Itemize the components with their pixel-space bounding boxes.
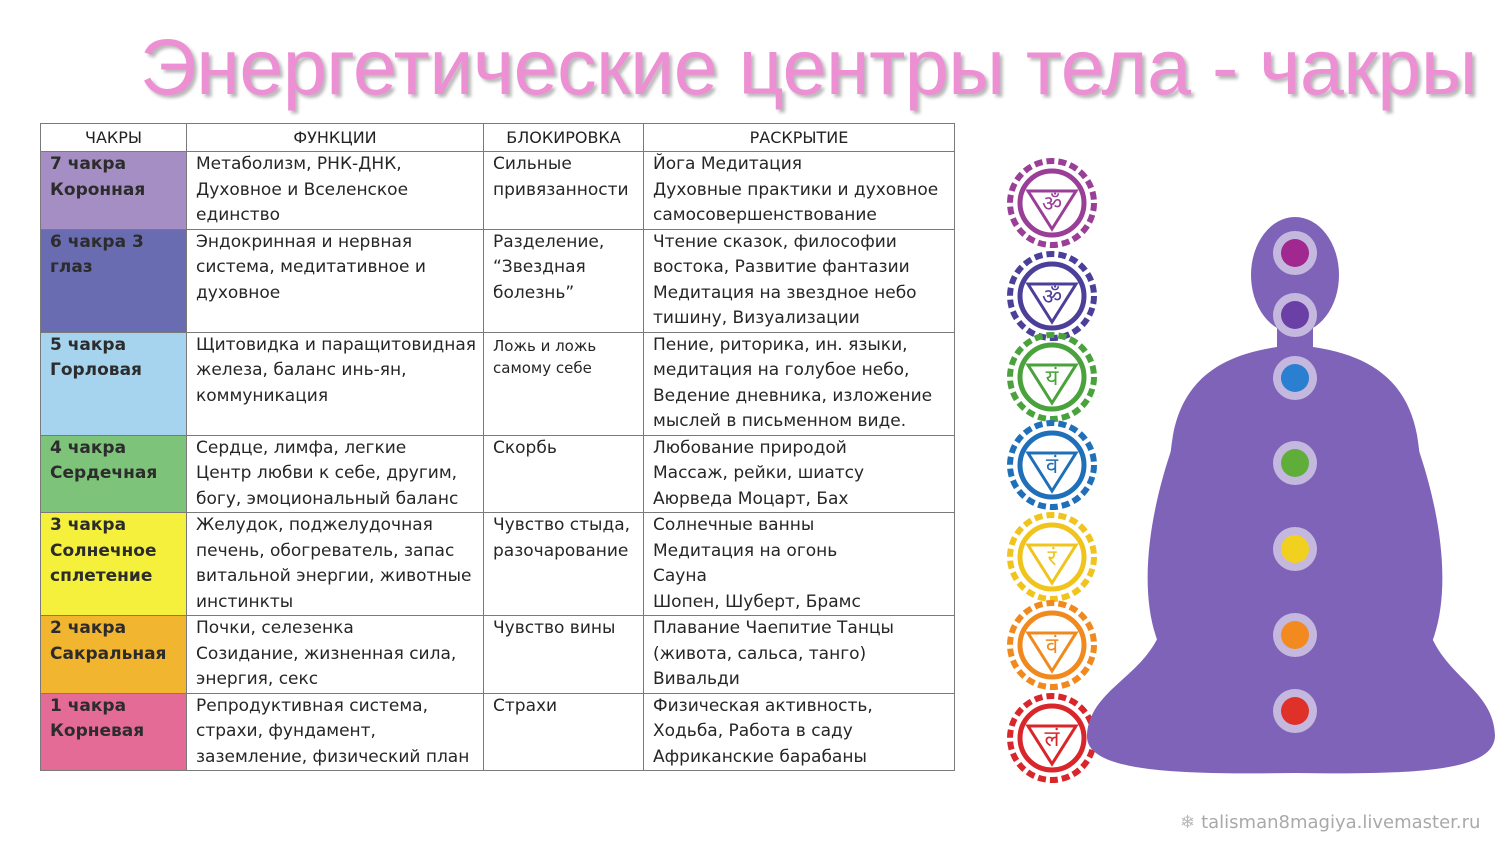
column-header-opening: РАСКРЫТИЕ xyxy=(644,124,955,152)
chakra-point xyxy=(1281,239,1309,267)
svg-text:वं: वं xyxy=(1045,454,1059,479)
chakra-name-cell: 3 чакра Солнечное сплетение xyxy=(41,513,187,616)
table-row xyxy=(41,616,955,694)
blocking-cell: Сильные привязанности xyxy=(484,152,644,230)
chakra-point xyxy=(1281,535,1309,563)
chakra-point xyxy=(1281,301,1309,329)
table-row xyxy=(41,513,955,616)
functions-cell: Желудок, поджелудочная печень, обогреватель, запас витальной энергии, животные инстинкты xyxy=(187,513,484,616)
svg-text:ॐ: ॐ xyxy=(1041,192,1063,217)
blocking-cell: Разделение, “Звездная болезнь” xyxy=(484,229,644,332)
chakra-symbol-icon xyxy=(1010,515,1094,599)
watermark xyxy=(1180,812,1480,833)
functions-cell: Эндокринная и нервная система, медитативное и духовное xyxy=(187,229,484,332)
meditation-figure xyxy=(995,145,1495,785)
chakra-symbol-icon xyxy=(1010,254,1094,338)
opening-cell: Плавание Чаепитие Танцы (живота, сальса, танго) Вивальди xyxy=(644,616,955,694)
chakra-table xyxy=(40,123,955,771)
chakra-symbol-icon xyxy=(1010,335,1094,419)
chakra-symbol-icon xyxy=(1010,696,1094,780)
functions-cell: Почки, селезенка Созидание, жизненная сила, энергия, секс xyxy=(187,616,484,694)
chakra-symbol-icon xyxy=(1010,603,1094,687)
blocking-cell: Страхи xyxy=(484,693,644,771)
column-header-blocking: БЛОКИРОВКА xyxy=(484,124,644,152)
svg-text:ॐ: ॐ xyxy=(1041,285,1063,310)
chakra-symbols-column xyxy=(1010,161,1094,780)
blocking-cell: Ложь и ложь самому себе xyxy=(484,332,644,435)
svg-text:वं: वं xyxy=(1045,634,1059,659)
column-header-functions: ФУНКЦИИ xyxy=(187,124,484,152)
table-header-row xyxy=(41,124,955,152)
watermark-text: talisman8magiya.livemaster.ru xyxy=(1201,812,1481,833)
chakra-point xyxy=(1281,621,1309,649)
table-row xyxy=(41,332,955,435)
chakra-name-cell: 5 чакра Горловая xyxy=(41,332,187,435)
svg-text:रं: रं xyxy=(1047,546,1057,571)
snowflake-icon: ❄ xyxy=(1180,812,1196,833)
svg-text:लं: लं xyxy=(1044,727,1060,752)
chakra-name-cell: 2 чакра Сакральная xyxy=(41,616,187,694)
opening-cell: Солнечные ванны Медитация на огонь Сауна Шопен, Шуберт, Брамс xyxy=(644,513,955,616)
chakra-name-cell: 6 чакра 3 глаз xyxy=(41,229,187,332)
functions-cell: Щитовидка и паращитовидная железа, баланс инь-ян, коммуникация xyxy=(187,332,484,435)
chakra-symbol-icon xyxy=(1010,161,1094,245)
opening-cell: Йога Медитация Духовные практики и духовное самосовершенствование xyxy=(644,152,955,230)
table-row xyxy=(41,152,955,230)
chakra-name-cell: 7 чакра Коронная xyxy=(41,152,187,230)
chakra-point xyxy=(1281,364,1309,392)
opening-cell: Пение, риторика, ин. языки, медитация на голубое небо, Ведение дневника, изложение мыслей в письменном виде. xyxy=(644,332,955,435)
table-row xyxy=(41,229,955,332)
chakra-point xyxy=(1281,697,1309,725)
svg-text:यं: यं xyxy=(1045,366,1059,391)
chakra-name-cell: 1 чакра Корневая xyxy=(41,693,187,771)
chakra-point xyxy=(1281,449,1309,477)
opening-cell: Чтение сказок, философии востока, Развитие фантазии Медитация на звездное небо тишину, Визуализации xyxy=(644,229,955,332)
functions-cell: Сердце, лимфа, легкие Центр любви к себе, другим, богу, эмоциональный баланс xyxy=(187,435,484,513)
blocking-cell: Чувство стыда, разочарование xyxy=(484,513,644,616)
chakra-name-cell: 4 чакра Сердечная xyxy=(41,435,187,513)
page-title: Энергетические центры тела - чакры xyxy=(140,22,1478,111)
table-row xyxy=(41,435,955,513)
blocking-cell: Скорбь xyxy=(484,435,644,513)
chakra-symbol-icon xyxy=(1010,423,1094,507)
column-header-chakras: ЧАКРЫ xyxy=(41,124,187,152)
opening-cell: Любование природой Массаж, рейки, шиатсу Аюрведа Моцарт, Бах xyxy=(644,435,955,513)
blocking-cell: Чувство вины xyxy=(484,616,644,694)
opening-cell: Физическая активность, Ходьба, Работа в саду Африканские барабаны xyxy=(644,693,955,771)
functions-cell: Репродуктивная система, страхи, фундамент, заземление, физический план xyxy=(187,693,484,771)
table-row xyxy=(41,693,955,771)
functions-cell: Метаболизм, РНК-ДНК, Духовное и Вселенское единство xyxy=(187,152,484,230)
